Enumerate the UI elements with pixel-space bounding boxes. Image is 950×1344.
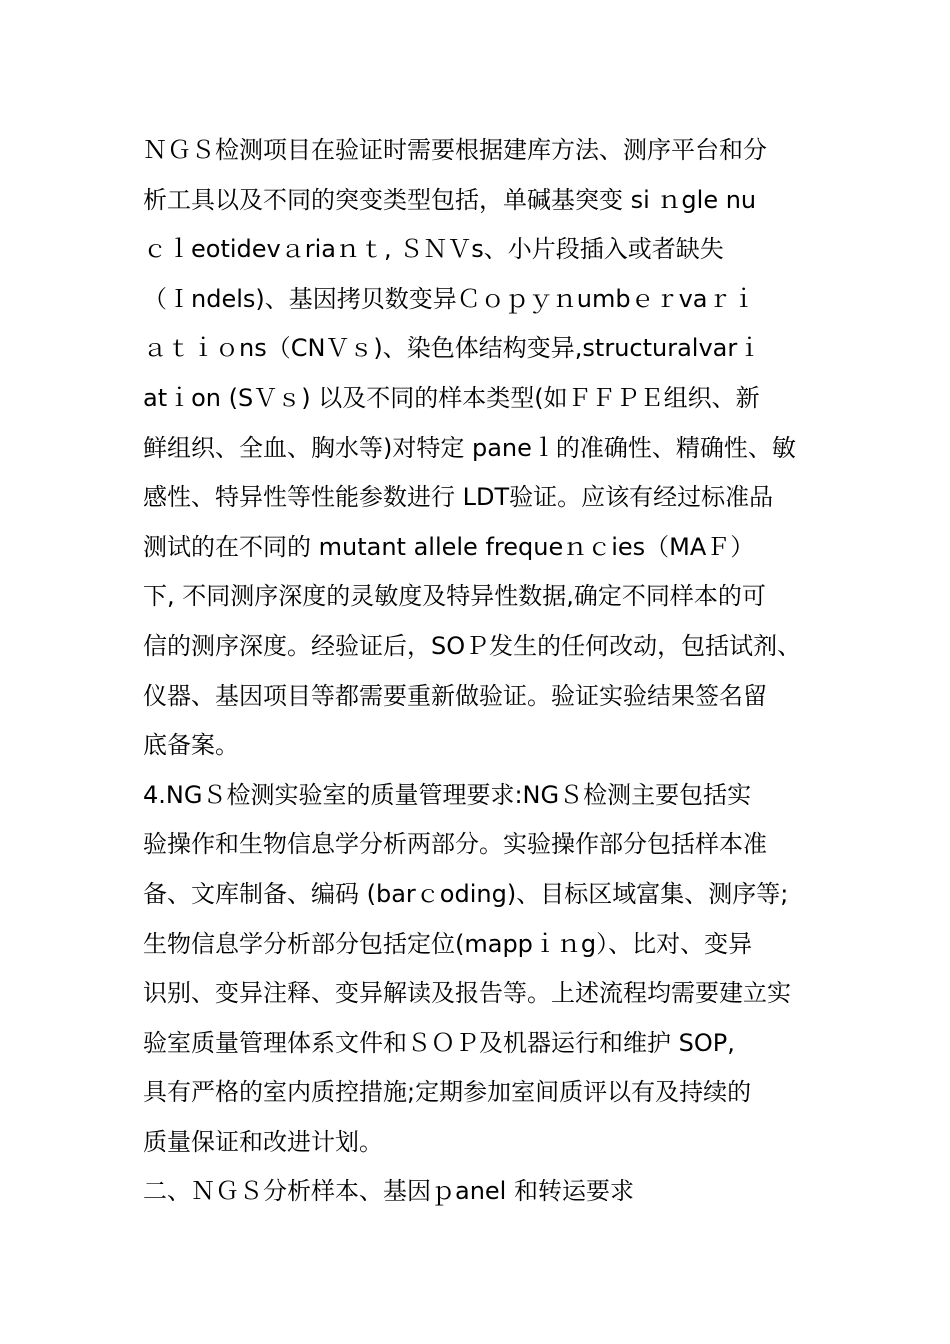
validation-paragraph	[143, 126, 833, 771]
text-line: 信的测序深度。经验证后，SOＰ发生的任何改动，包括试剂、	[143, 631, 802, 660]
text-line: ＮＧＳ检测项目在验证时需要根据建库方法、测序平台和分	[143, 136, 767, 164]
text-line: ｃｌeotidevａriaｎｔ, ＳＮＶs、小片段插入或者缺失	[143, 235, 724, 264]
text-line: 仪器、基因项目等都需要重新做验证。验证实验结果签名留	[143, 681, 767, 710]
text-line: （Ｉndels)、基因拷贝数变异Ｃｏｐｙｎumbｅｒvaｒｉ	[143, 284, 756, 313]
text-line: 具有严格的室内质控措施;定期参加室间质评以有及持续的	[143, 1078, 752, 1107]
text-line: 感性、特异性等性能参数进行 LDT验证。应该有经过标准品	[143, 483, 774, 512]
text-line: ａｔｉｏns（CNＶｓ)、染色体结构变异,structuralvarｉ	[143, 334, 762, 363]
text-line: 4.NGＳ检测实验室的质量管理要求:NGＳ检测主要包括实	[143, 780, 752, 809]
text-line: 验操作和生物信息学分析两部分。实验操作部分包括样本准	[143, 830, 767, 859]
text-line: 验室质量管理体系文件和ＳＯＰ及机器运行和维护 SOP,	[143, 1028, 735, 1057]
text-line: 质量保证和改进计划。	[143, 1127, 383, 1156]
document-body	[143, 126, 833, 1217]
text-line: 析工具以及不同的突变类型包括，单碱基突变 si ｎgle nu	[143, 185, 757, 214]
text-line: 识别、变异注释、变异解读及报告等。上述流程均需要建立实	[143, 979, 791, 1008]
text-line: 备、文库制备、编码 (barｃoding)、目标区域富集、测序等;	[143, 879, 789, 908]
text-line: atｉon (SＶｓ) 以及不同的样本类型(如ＦＦＰＥ组织、新	[143, 383, 760, 412]
quality-management-paragraph	[143, 771, 833, 1168]
text-line: 底备案。	[143, 731, 239, 760]
text-line: 下, 不同测序深度的灵敏度及特异性数据,确定不同样本的可	[143, 582, 766, 611]
text-line: 生物信息学分析部分包括定位(mappｉｎg）、比对、变异	[143, 929, 753, 958]
text-line: 测试的在不同的 mutant allele frequeｎｃies（MAＦ）	[143, 532, 755, 561]
section-heading: 二、ＮＧＳ分析样本、基因ｐanel 和转运要求	[143, 1177, 634, 1206]
text-line: 鲜组织、全血、胸水等)对特定 paneｌ的准确性、精确性、敏	[143, 433, 796, 462]
